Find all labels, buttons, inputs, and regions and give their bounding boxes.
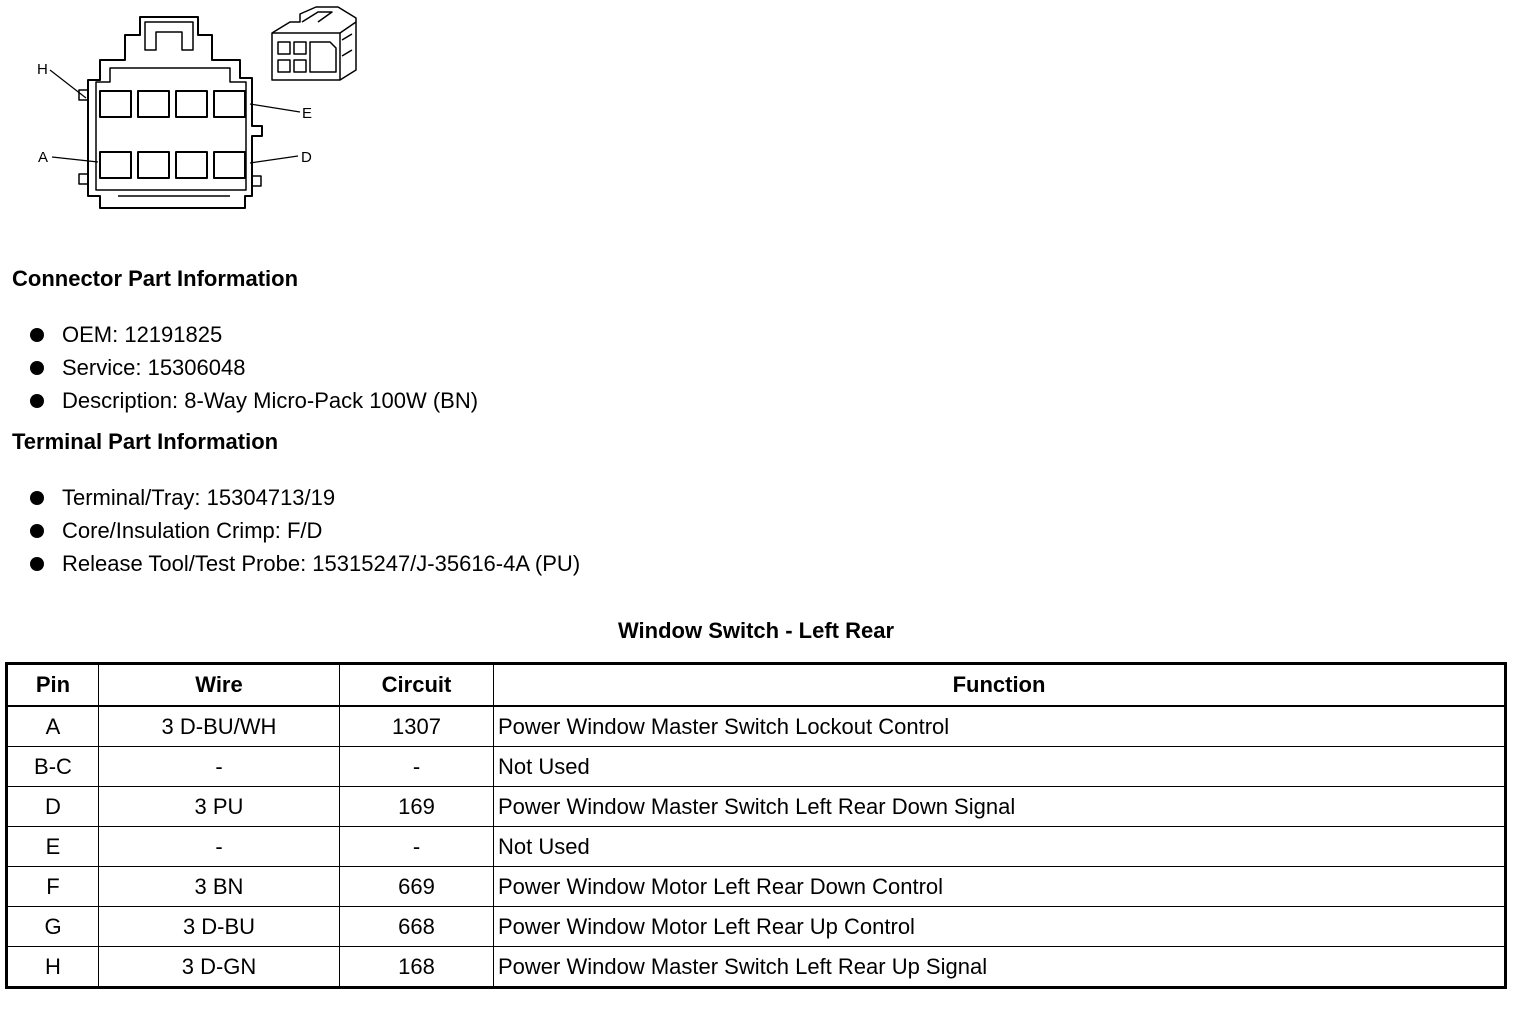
cavity-e (214, 91, 245, 117)
cell-circuit: - (340, 827, 494, 867)
cell-circuit: 669 (340, 867, 494, 907)
connector-diagram (0, 0, 370, 225)
connector-info-heading: Connector Part Information (12, 266, 299, 291)
pin-label-e: E (302, 105, 313, 122)
cavity-d (214, 152, 245, 178)
cell-circuit: 168 (340, 947, 494, 988)
cell-wire: 3 PU (99, 787, 340, 827)
list-item-text: Description: 8-Way Micro-Pack 100W (BN) (62, 388, 479, 413)
cell-function: Power Window Master Switch Left Rear Down Signal (494, 787, 1506, 827)
list-item-text: Terminal/Tray: 15304713/19 (62, 485, 336, 510)
table-row (7, 787, 1506, 827)
cell-function: Power Window Motor Left Rear Down Control (494, 867, 1506, 907)
cell-wire: 3 BN (99, 867, 340, 907)
cell-function: Power Window Master Switch Lockout Control (494, 706, 1506, 747)
terminal-info-list (0, 481, 580, 580)
list-item (0, 481, 580, 514)
list-item-text: Core/Insulation Crimp: F/D (62, 518, 323, 543)
list-item (0, 318, 478, 351)
cell-circuit: - (340, 747, 494, 787)
cell-function: Power Window Motor Left Rear Up Control (494, 907, 1506, 947)
cell-wire: 3 D-BU/WH (99, 706, 340, 747)
cell-circuit: 668 (340, 907, 494, 947)
cell-pin: E (7, 827, 99, 867)
cavity-h (100, 91, 131, 117)
latch (145, 22, 193, 50)
cell-pin: A (7, 706, 99, 747)
cell-function: Not Used (494, 747, 1506, 787)
cell-function: Power Window Master Switch Left Rear Up Signal (494, 947, 1506, 988)
list-item-text: Service: 15306048 (62, 355, 246, 380)
cavity-a (100, 152, 131, 178)
cell-function: Not Used (494, 827, 1506, 867)
cavity-c (176, 152, 207, 178)
list-item (0, 351, 478, 384)
bullet-icon (30, 557, 44, 571)
cavity-g (138, 91, 169, 117)
cell-wire: - (99, 747, 340, 787)
connector-info-list (0, 318, 478, 417)
bullet-icon (30, 328, 44, 342)
cell-wire: 3 D-GN (99, 947, 340, 988)
bullet-icon (30, 491, 44, 505)
connector-3d-icon (272, 7, 356, 80)
table-row (7, 867, 1506, 907)
table-row (7, 706, 1506, 747)
cell-wire: - (99, 827, 340, 867)
header-function: Function (494, 664, 1506, 707)
bullet-icon (30, 524, 44, 538)
list-item-text: Release Tool/Test Probe: 15315247/J-35616-4A (PU) (62, 551, 581, 576)
table-header-row (7, 664, 1506, 707)
table-row (7, 907, 1506, 947)
table-row (7, 947, 1506, 988)
cell-pin: D (7, 787, 99, 827)
cell-circuit: 169 (340, 787, 494, 827)
cell-pin: H (7, 947, 99, 988)
cell-pin: F (7, 867, 99, 907)
list-item (0, 547, 580, 580)
bullet-icon (30, 394, 44, 408)
cell-pin: G (7, 907, 99, 947)
table-row (7, 747, 1506, 787)
bullet-icon (30, 361, 44, 375)
cell-pin: B-C (7, 747, 99, 787)
pin-label-d: D (301, 149, 312, 166)
table-row (7, 827, 1506, 867)
table-title: Window Switch - Left Rear (617, 618, 895, 643)
list-item-text: OEM: 12191825 (62, 322, 223, 347)
header-wire: Wire (99, 664, 340, 707)
pin-label-a: A (38, 149, 49, 166)
cavity-f (176, 91, 207, 117)
cell-circuit: 1307 (340, 706, 494, 747)
terminal-info-heading: Terminal Part Information (12, 429, 279, 454)
list-item (0, 514, 580, 547)
pin-label-h: H (37, 61, 48, 78)
cavity-b (138, 152, 169, 178)
pinout-table (5, 662, 1507, 989)
list-item (0, 384, 478, 417)
cell-wire: 3 D-BU (99, 907, 340, 947)
header-circuit: Circuit (340, 664, 494, 707)
header-pin: Pin (7, 664, 99, 707)
